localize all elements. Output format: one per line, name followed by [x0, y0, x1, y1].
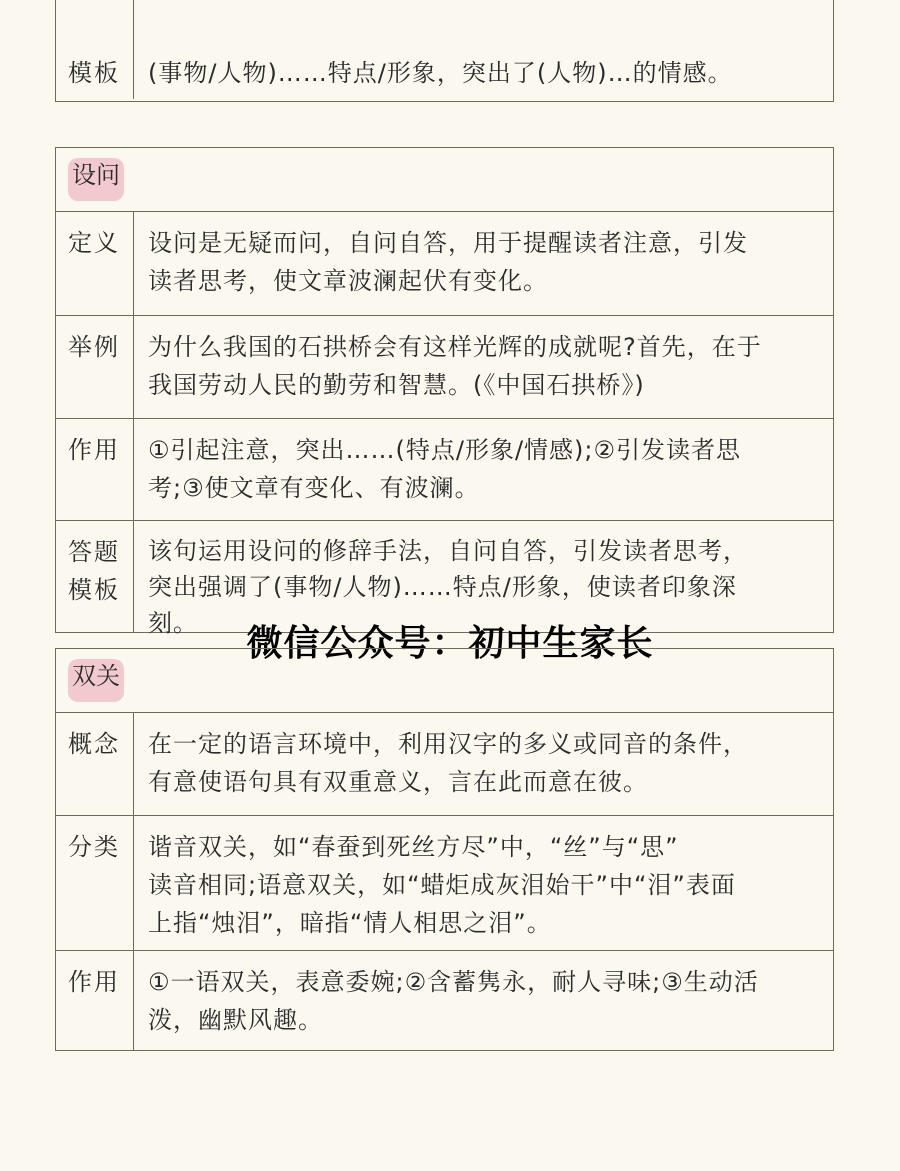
table-row — [56, 315, 833, 418]
row-text: 设问是无疑而问，自问自答，用于提醒读者注意，引发 读者思考，使文章波澜起伏有变化。 — [148, 229, 748, 295]
table-row — [56, 815, 833, 950]
section-title: 设问 — [68, 158, 124, 201]
row-text: (事物/人物)……特点/形象，突出了(人物)…的情感。 — [148, 59, 733, 87]
shuangguan-table — [55, 648, 834, 1051]
row-text: 该句运用设问的修辞手法，自问自答，引发读者思考， 突出强调了(事物/人物)……特点/形象，使读者印象深 刻。 — [148, 537, 748, 637]
row-label: 分类 — [56, 816, 134, 950]
section-header — [56, 649, 833, 712]
row-label: 作用 — [56, 951, 134, 1050]
top-template-table — [55, 0, 834, 102]
section-title: 双关 — [68, 659, 124, 702]
row-text: ①一语双关，表意委婉;②含蓄隽永，耐人寻味;③生动活 泼，幽默风趣。 — [148, 968, 759, 1034]
row-label: 模板 — [56, 0, 134, 99]
table-row — [56, 418, 833, 520]
shewen-table — [55, 147, 834, 637]
row-text: ①引起注意，突出……(特点/形象/情感);②引发读者思 考;③使文章有变化、有波澜。 — [148, 436, 742, 502]
row-label: 作用 — [56, 419, 134, 520]
row-text: 在一定的语言环境中，利用汉字的多义或同音的条件， 有意使语句具有双重意义，言在此而意在彼。 — [148, 730, 748, 796]
section-header — [56, 148, 833, 211]
table-row — [56, 950, 833, 1050]
row-text: 为什么我国的石拱桥会有这样光辉的成就呢?首先，在于 我国劳动人民的勤劳和智慧。(《中国石拱桥》) — [148, 333, 762, 399]
table-row — [56, 211, 833, 315]
row-label: 概念 — [56, 713, 134, 815]
row-label: 定义 — [56, 212, 134, 315]
watermark-text: 微信公众号：初中生家长 — [246, 622, 654, 663]
row-text: 谐音双关，如“春蚕到死丝方尽”中，“丝”与“思” 读音相同;语意双关，如“蜡炬成灰泪始干”中“泪”表面 上指“烛泪”，暗指“情人相思之泪”。 — [148, 833, 736, 937]
table-row — [56, 712, 833, 815]
template-row — [56, 0, 833, 99]
row-label: 举例 — [56, 316, 134, 418]
row-label: 答题 模板 — [56, 521, 134, 632]
